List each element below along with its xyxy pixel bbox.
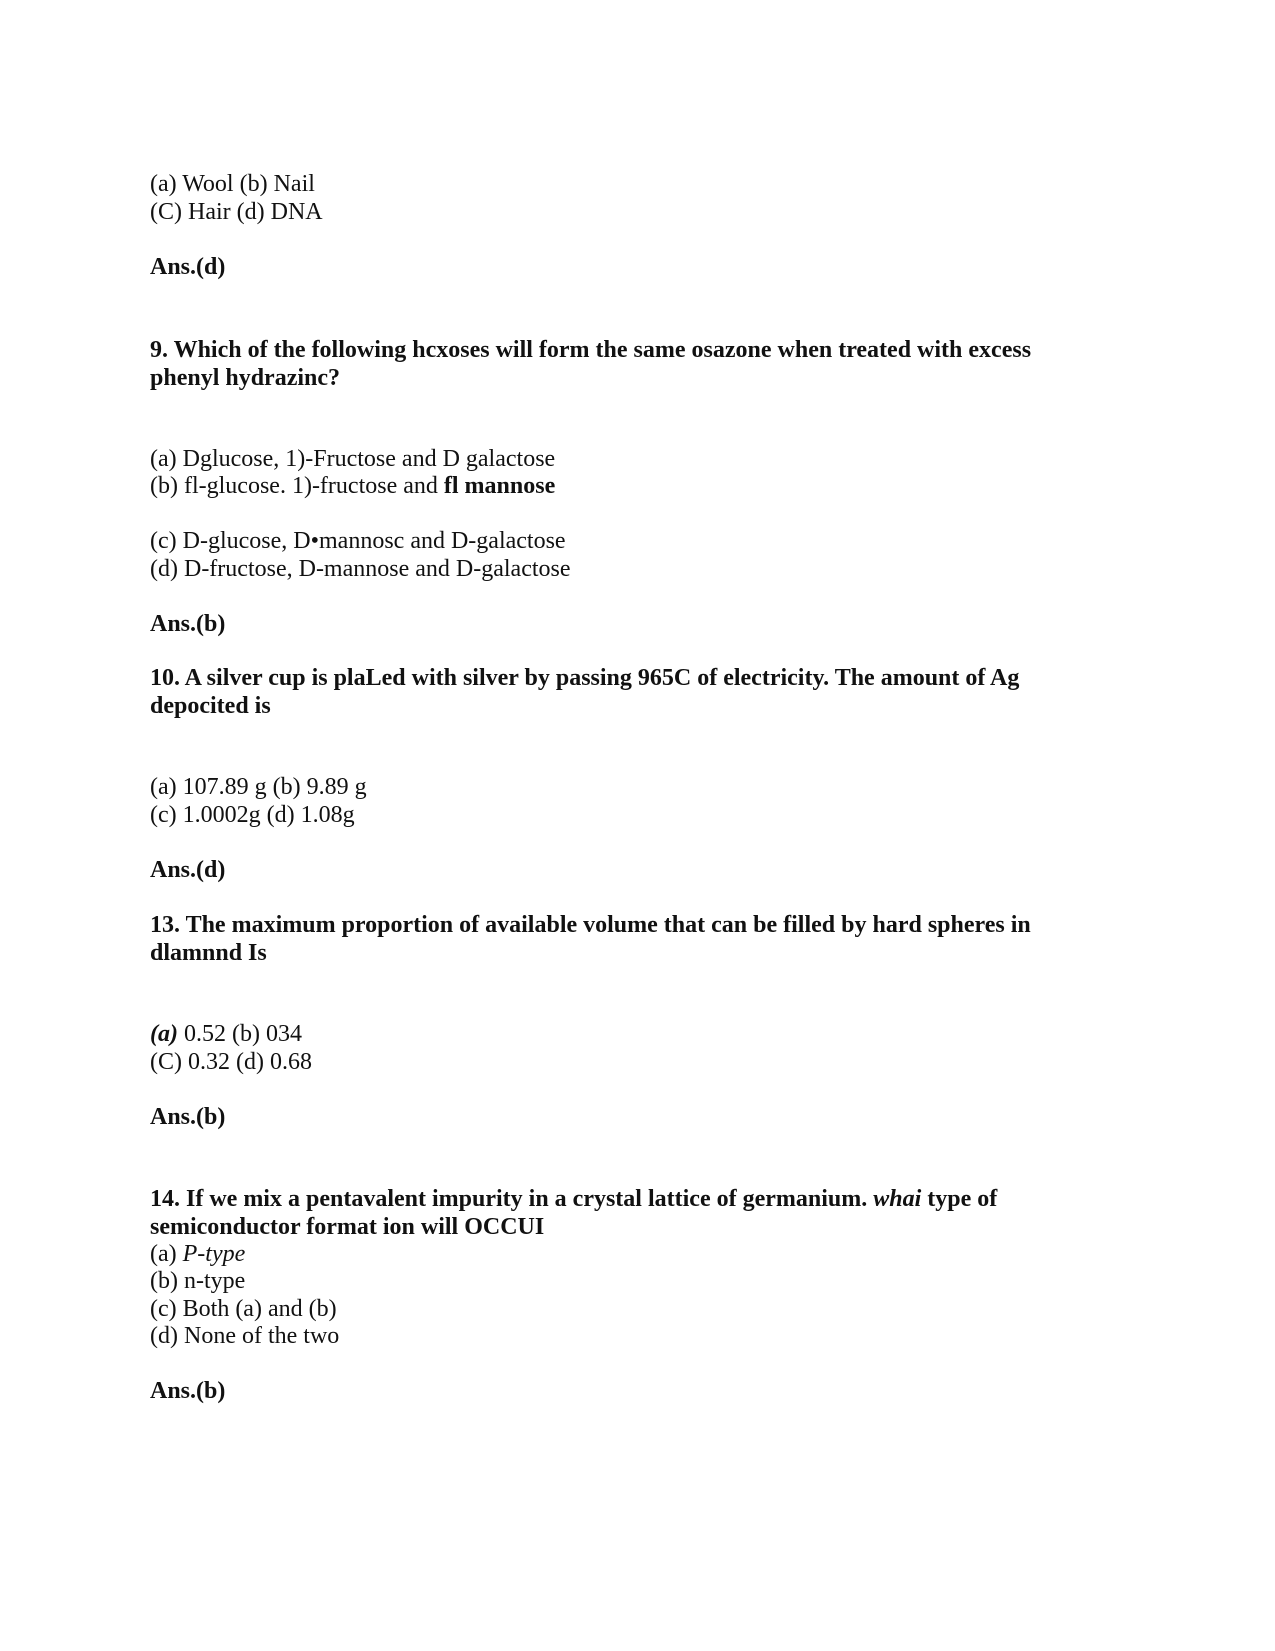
prev-answer: Ans.(d) <box>150 254 226 280</box>
q9-question-line-2: phenyl hydrazinc? <box>150 365 341 391</box>
q14-question-part-3: type of <box>921 1186 998 1212</box>
q13-option-line-2: (C) 0.32 (d) 0.68 <box>150 1049 312 1075</box>
q10-question-line-2: depocited is <box>150 693 271 719</box>
q13-option-a-label: (a) <box>150 1021 178 1047</box>
q9-answer: Ans.(b) <box>150 611 226 637</box>
q13-question-line-2: dlamnnd Is <box>150 940 267 966</box>
q10-answer: Ans.(d) <box>150 857 226 883</box>
q14-question-part-2: whai <box>873 1186 922 1212</box>
q14-option-c: (c) Both (a) and (b) <box>150 1296 337 1322</box>
q9-question-line-1: 9. Which of the following hcxoses will form the same osazone when treated with excess <box>150 337 1032 363</box>
q9-option-d: (d) D-fructose, D-mannose and D-galactose <box>150 556 571 582</box>
q10-option-line-1: (a) 107.89 g (b) 9.89 g <box>150 774 367 800</box>
q9-option-c: (c) D-glucose, D•mannosc and D-galactose <box>150 528 566 554</box>
q9-option-a: (a) Dglucose, 1)-Fructose and D galactose <box>150 446 556 472</box>
q14-option-b: (b) n-type <box>150 1268 246 1294</box>
q9-option-b <box>150 472 555 500</box>
q14-question-line-1 <box>150 1185 997 1213</box>
q10-question-line-1: 10. A silver cup is plaLed with silver by passing 965C of electricity. The amount of Ag <box>150 665 1020 691</box>
q14-answer: Ans.(b) <box>150 1378 226 1404</box>
q14-option-d: (d) None of the two <box>150 1323 340 1349</box>
q10-option-line-2: (c) 1.0002g (d) 1.08g <box>150 802 355 828</box>
prev-option-line-2: (C) Hair (d) DNA <box>150 199 323 225</box>
q14-option-a <box>150 1240 245 1268</box>
q14-option-a-label: (a) <box>150 1241 183 1267</box>
q13-option-a-rest: 0.52 (b) 034 <box>177 1021 302 1047</box>
q14-option-a-text: P-type <box>182 1241 246 1267</box>
q14-question-line-2: semiconductor format ion will OCCUI <box>150 1214 545 1240</box>
q9-option-b-text: (b) fl-glucose. 1)-fructose and <box>150 473 444 499</box>
q13-answer: Ans.(b) <box>150 1104 226 1130</box>
q13-option-line-1 <box>150 1020 302 1048</box>
q13-question-line-1: 13. The maximum proportion of available volume that can be filled by hard spheres in <box>150 912 1031 938</box>
prev-option-line-1: (a) Wool (b) Nail <box>150 171 315 197</box>
q14-question-part-1: 14. If we mix a pentavalent impurity in a crystal lattice of germanium. <box>150 1186 874 1212</box>
q9-option-b-bold: fl mannose <box>443 473 556 499</box>
